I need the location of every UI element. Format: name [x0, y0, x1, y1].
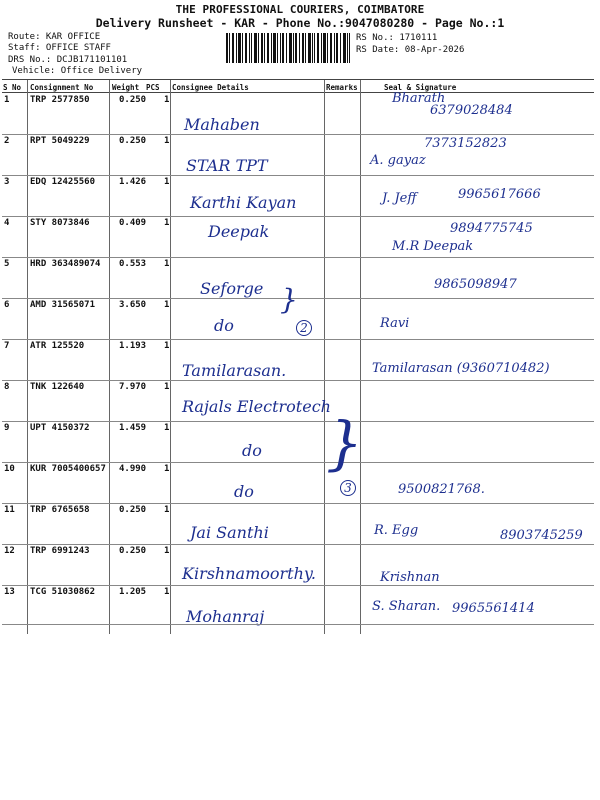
- group-mark-a: 2: [296, 320, 312, 336]
- handwritten-signature: A. gayaz: [370, 153, 426, 168]
- row-divider: [2, 462, 594, 463]
- serial-number: 3: [4, 177, 10, 187]
- serial-number: 1: [4, 95, 10, 105]
- row-divider: [2, 380, 594, 381]
- serial-number: 2: [4, 136, 10, 146]
- consignment-number: TNK 122640: [30, 382, 85, 392]
- col-seal: Seal & Signature: [384, 83, 457, 92]
- serial-number: 9: [4, 423, 10, 433]
- pieces-count: 1: [164, 546, 170, 556]
- serial-number: 8: [4, 382, 10, 392]
- handwritten-phone: 7373152823: [424, 136, 507, 151]
- weight-value: 1.205: [119, 587, 147, 597]
- serial-number: 10: [4, 464, 15, 474]
- weight-value: 7.970: [119, 382, 147, 392]
- handwritten-phone: 9865098947: [434, 277, 517, 292]
- pieces-count: 1: [164, 505, 170, 515]
- pieces-count: 1: [164, 218, 170, 228]
- handwritten-signature: M.R Deepak: [392, 239, 474, 254]
- pieces-count: 1: [164, 95, 170, 105]
- row-divider: [2, 503, 594, 504]
- weight-value: 0.250: [119, 546, 147, 556]
- col-divider: [170, 80, 171, 634]
- vehicle-label: Vehicle: Office Delivery: [12, 66, 143, 76]
- consignment-number: UPT 4150372: [30, 423, 90, 433]
- group-bracket: }: [326, 409, 363, 477]
- col-pcs: PCS: [146, 83, 160, 92]
- weight-value: 0.553: [119, 259, 147, 269]
- rs-date: RS Date: 08-Apr-2026: [356, 45, 465, 55]
- handwritten-consignee: STAR TPT: [186, 156, 268, 175]
- table-bottom-rule: [2, 624, 594, 625]
- handwritten-phone: 8903745259: [500, 528, 583, 543]
- handwritten-consignee: Tamilarasan.: [182, 361, 287, 380]
- row-divider: [2, 134, 594, 135]
- row-divider: [2, 175, 594, 176]
- weight-value: 1.193: [119, 341, 147, 351]
- handwritten-consignee: Karthi Kayan: [190, 193, 297, 212]
- handwritten-consignee: Kirshnamoorthy.: [182, 564, 316, 583]
- route-label: Route: KAR OFFICE: [8, 32, 101, 42]
- drs-number: DRS No.: DCJB171101101: [8, 55, 128, 65]
- handwritten-consignee: Mohanraj: [186, 607, 265, 626]
- handwritten-signature: S. Sharan.: [372, 599, 441, 614]
- row-divider: [2, 216, 594, 217]
- handwritten-signature: Krishnan: [380, 570, 440, 585]
- weight-value: 3.650: [119, 300, 147, 310]
- header-top-rule: [2, 79, 594, 80]
- weight-value: 1.459: [119, 423, 147, 433]
- barcode: [226, 33, 350, 63]
- consignment-number: HRD 363489074: [30, 259, 101, 269]
- handwritten-phone: 6379028484: [430, 103, 513, 118]
- rs-number: RS No.: 1710111: [356, 33, 438, 43]
- consignment-number: EDQ 12425560: [30, 177, 96, 187]
- handwritten-signature: Ravi: [380, 316, 410, 331]
- row-divider: [2, 544, 594, 545]
- handwritten-consignee: Jai Santhi: [190, 523, 269, 542]
- consignment-number: KUR 7005400657: [30, 464, 106, 474]
- weight-value: 0.250: [119, 136, 147, 146]
- group-mark-b: 3: [340, 480, 356, 496]
- handwritten-signature: Bharath: [392, 91, 446, 106]
- handwritten-signature: Tamilarasan (9360710482): [372, 361, 550, 376]
- group-bracket: }: [280, 283, 298, 316]
- handwritten-consignee: Mahaben: [184, 115, 260, 134]
- handwritten-consignee: Rajals Electrotech: [182, 397, 331, 416]
- handwritten-phone: 9965561414: [452, 601, 535, 616]
- row-divider: [2, 257, 594, 258]
- pieces-count: 1: [164, 259, 170, 269]
- pieces-count: 1: [164, 300, 170, 310]
- handwritten-phone: 9500821768.: [398, 482, 485, 497]
- handwritten-consignee: Deepak: [208, 222, 270, 241]
- weight-value: 1.426: [119, 177, 147, 187]
- consignment-number: TRP 2577850: [30, 95, 90, 105]
- weight-value: 0.250: [119, 95, 147, 105]
- row-divider: [2, 339, 594, 340]
- serial-number: 11: [4, 505, 15, 515]
- col-consignment: Consignment No: [30, 83, 94, 92]
- col-consignee: Consignee Details: [172, 83, 249, 92]
- serial-number: 4: [4, 218, 10, 228]
- col-divider: [27, 80, 28, 634]
- consignment-number: AMD 31565071: [30, 300, 96, 310]
- serial-number: 6: [4, 300, 10, 310]
- row-divider: [2, 421, 594, 422]
- consignment-number: TRP 6991243: [30, 546, 90, 556]
- consignment-number: TRP 6765658: [30, 505, 90, 515]
- consignment-number: TCG 51030862: [30, 587, 96, 597]
- handwritten-signature: J. Jeff: [382, 191, 417, 206]
- consignment-number: RPT 5049229: [30, 136, 90, 146]
- handwritten-phone: 9965617666: [458, 187, 541, 202]
- serial-number: 12: [4, 546, 15, 556]
- serial-number: 7: [4, 341, 10, 351]
- handwritten-consignee: do: [242, 441, 262, 460]
- pieces-count: 1: [164, 464, 170, 474]
- col-divider: [109, 80, 110, 634]
- pieces-count: 1: [164, 177, 170, 187]
- consignment-number: ATR 125520: [30, 341, 85, 351]
- handwritten-consignee: do: [234, 482, 254, 501]
- col-divider: [324, 80, 325, 634]
- handwritten-consignee: Seforge: [200, 279, 264, 298]
- handwritten-signature: R. Egg: [374, 523, 419, 538]
- row-divider: [2, 585, 594, 586]
- handwritten-consignee: do: [214, 316, 234, 335]
- weight-value: 4.990: [119, 464, 147, 474]
- serial-number: 13: [4, 587, 15, 597]
- pieces-count: 1: [164, 341, 170, 351]
- col-sno: S No: [3, 83, 22, 92]
- pieces-count: 1: [164, 587, 170, 597]
- serial-number: 5: [4, 259, 10, 269]
- handwritten-phone: 9894775745: [450, 221, 533, 236]
- pieces-count: 1: [164, 136, 170, 146]
- weight-value: 0.250: [119, 505, 147, 515]
- pieces-count: 1: [164, 382, 170, 392]
- consignment-number: STY 8073846: [30, 218, 90, 228]
- runsheet-subtitle: Delivery Runsheet - KAR - Phone No.:9047080280 - Page No.:1: [95, 16, 505, 30]
- weight-value: 0.409: [119, 218, 147, 228]
- row-divider: [2, 298, 594, 299]
- pieces-count: 1: [164, 423, 170, 433]
- col-weight: Weight: [112, 83, 140, 92]
- col-remarks: Remarks: [326, 83, 358, 92]
- staff-label: Staff: OFFICE STAFF: [8, 43, 111, 53]
- company-title: THE PROFESSIONAL COURIERS, COIMBATORE: [175, 3, 425, 16]
- col-divider: [360, 80, 361, 634]
